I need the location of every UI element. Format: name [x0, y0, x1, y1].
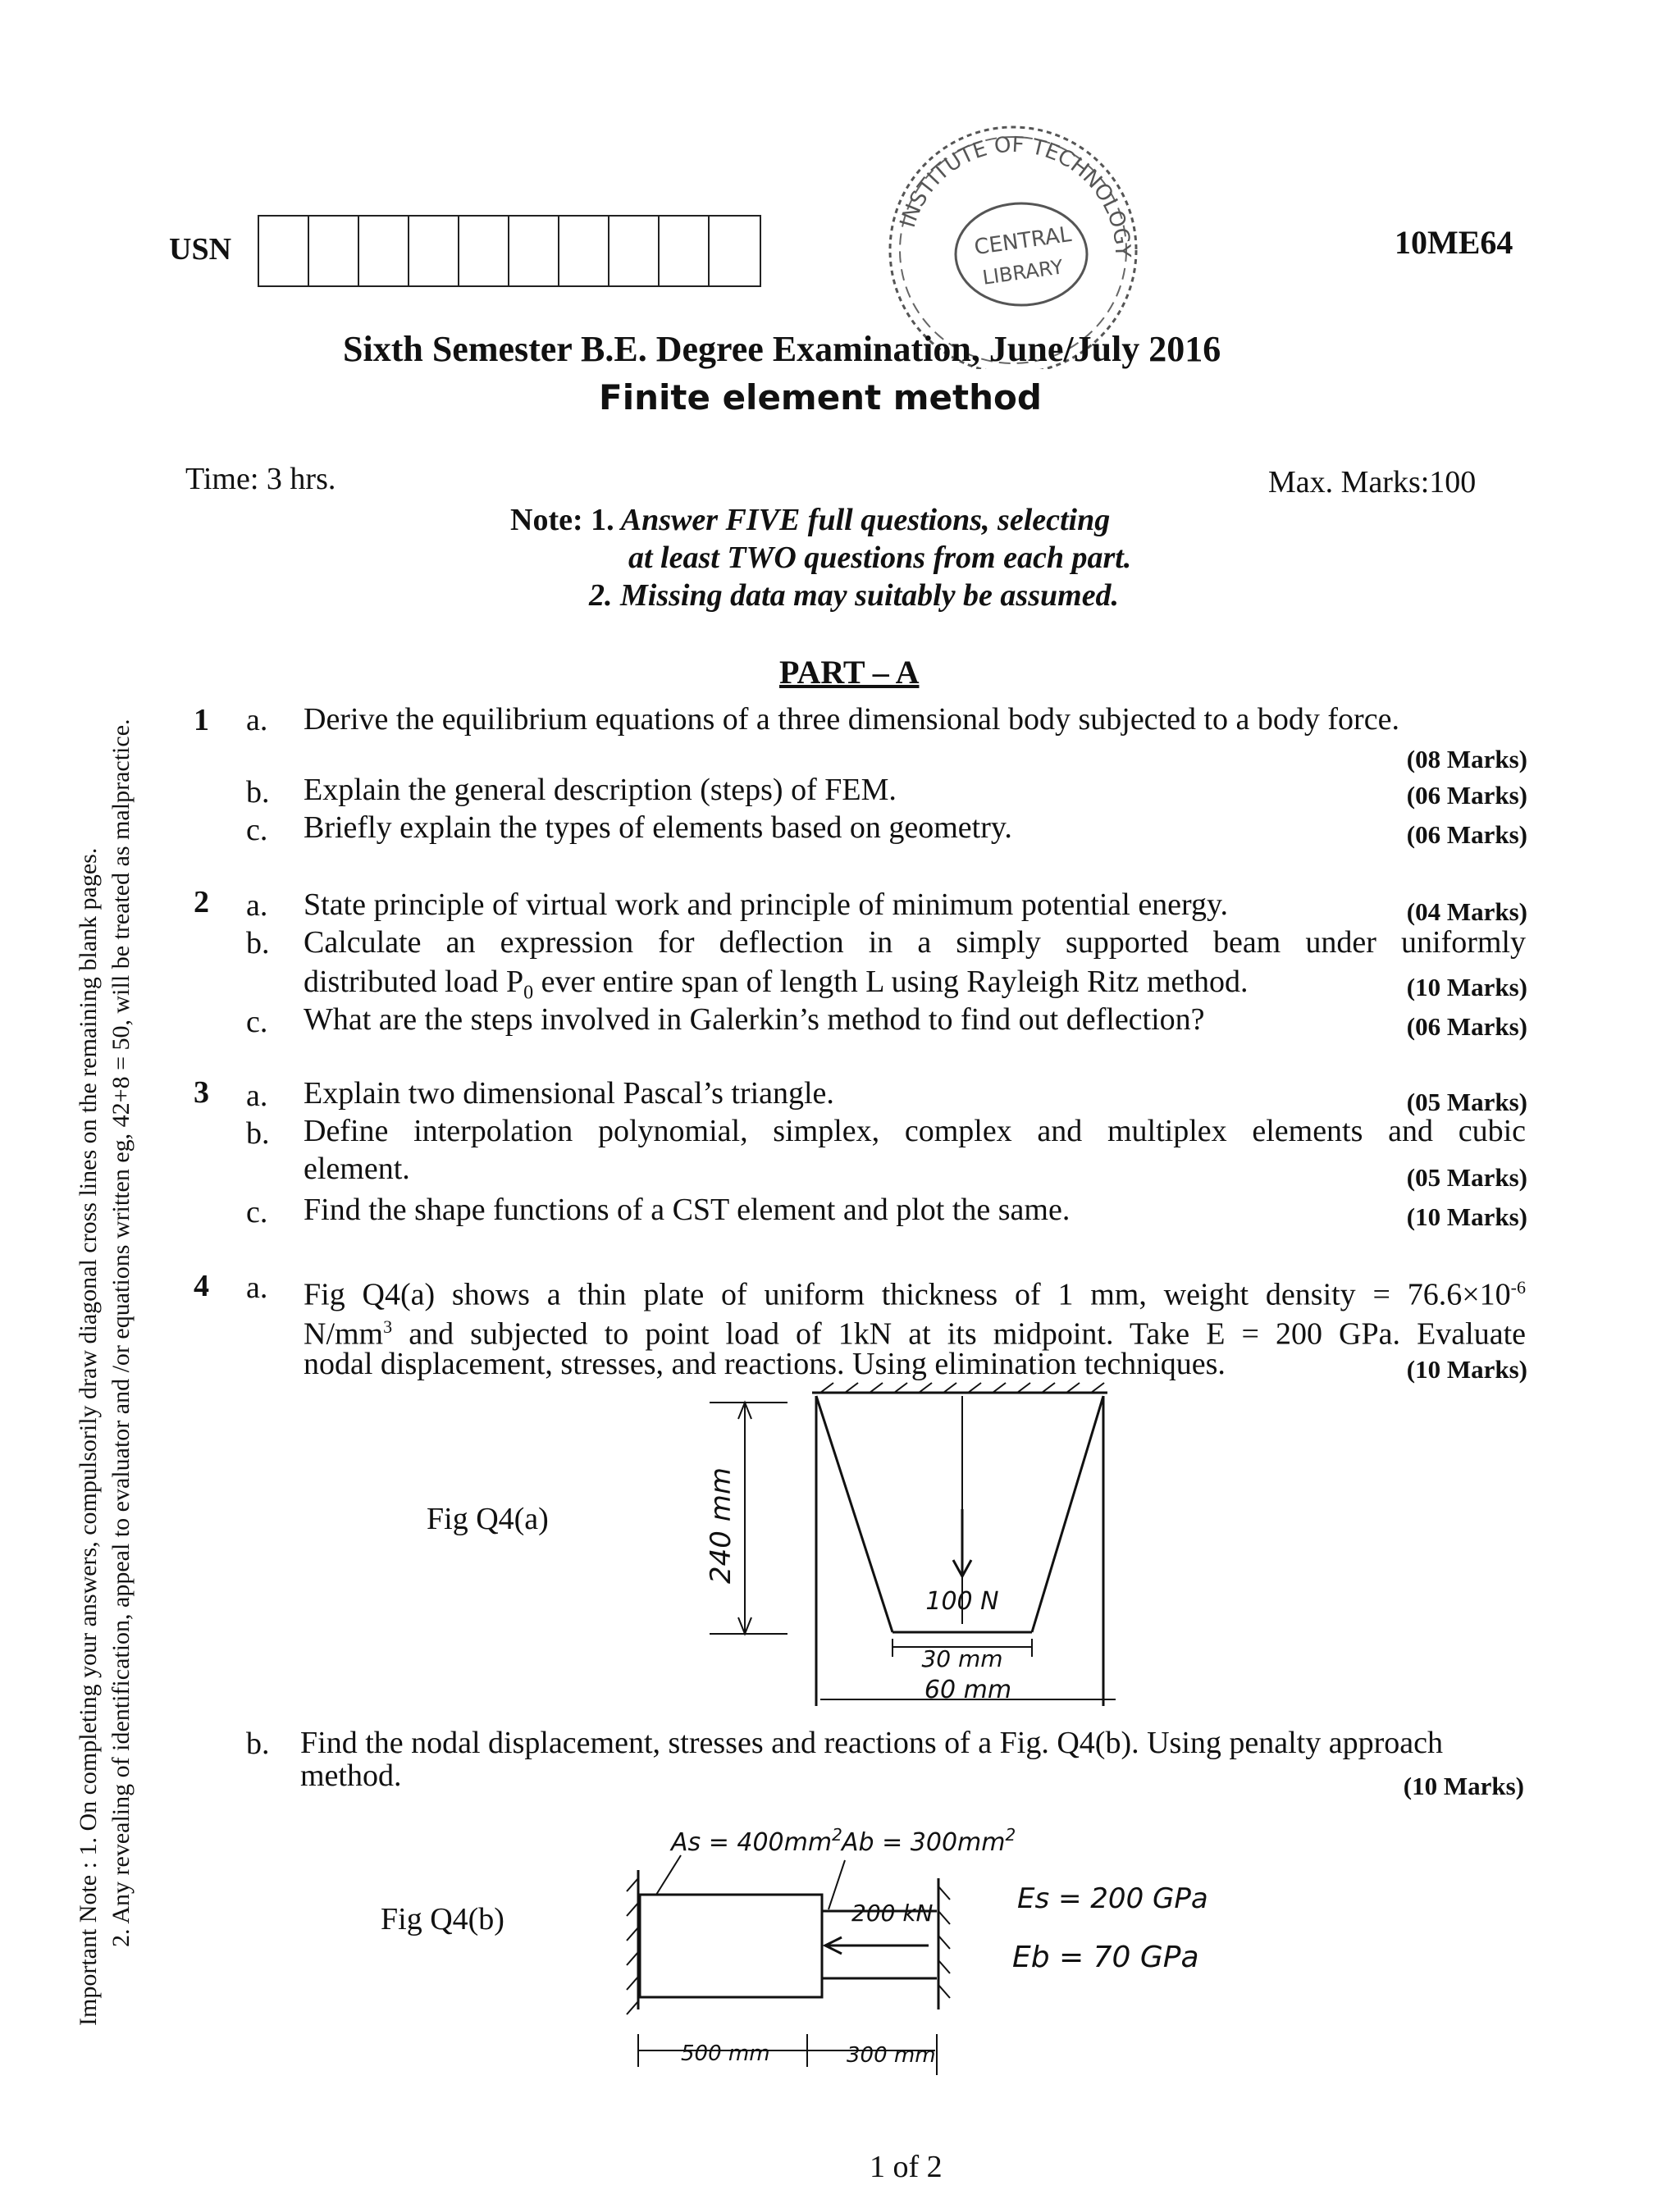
q4a-sup1: -6 [1510, 1277, 1526, 1298]
q2b-text2b: ever entire span of length L using Rayleigh Ritz method. [533, 965, 1249, 999]
q1c-text: Briefly explain the types of elements based on geometry. [304, 810, 1012, 845]
fig-q4b-eb: Eb = 70 GPa [1012, 1941, 1199, 1974]
q3a-text: Explain two dimensional Pascal’s triangle. [304, 1076, 834, 1111]
q2a-text: State principle of virtual work and principle of minimum potential energy. [304, 887, 1229, 922]
q2c-marks: (06 Marks) [1406, 1012, 1527, 1041]
usn-cell[interactable] [660, 217, 710, 285]
page-number: 1 of 2 [870, 2150, 943, 2184]
q4a-text1a: Fig Q4(a) shows a thin plate of uniform thickness of 1 mm, weight density = 76.6×10 [304, 1277, 1511, 1312]
q1c-marks: (06 Marks) [1406, 820, 1527, 849]
note-line1 [510, 502, 1110, 538]
fig-q4b-es: Es = 200 GPa [1017, 1882, 1208, 1915]
q2b-sub: 0 [523, 982, 534, 1004]
q1a-marks: (08 Marks) [1406, 745, 1527, 773]
fig-q4a-top: 60 mm [924, 1676, 1012, 1704]
subject-title: Finite element method [599, 377, 1042, 417]
q2c-label: c. [246, 1005, 268, 1039]
q4b-text1: Find the nodal displacement, stresses and reactions of a Fig. Q4(b). Using penalty approach [300, 1726, 1443, 1760]
fig-q4b-l2: 300 mm [847, 2043, 936, 2068]
note-line3: 2. Missing data may suitably be assumed. [589, 578, 1120, 613]
note-text1: Answer FIVE full questions, selecting [620, 503, 1111, 537]
q4a-label: a. [246, 1270, 268, 1305]
usn-cell[interactable] [259, 217, 309, 285]
q2b-label: b. [246, 926, 270, 960]
fig-q4b [607, 1813, 1230, 2100]
q3-number: 3 [194, 1075, 209, 1110]
usn-box[interactable] [258, 215, 761, 287]
q2c-text: What are the steps involved in Galerkin’s method to find out deflection? [304, 1002, 1205, 1037]
q4a-text2b: and subjected to point load of 1kN at its midpoint. Take E = 200 GPa. Evaluate [392, 1316, 1526, 1352]
q3a-label: a. [246, 1079, 268, 1113]
q3c-label: c. [246, 1195, 268, 1229]
part-heading: PART – A [779, 654, 920, 691]
side-note [72, 385, 138, 2026]
usn-cell[interactable] [459, 217, 509, 285]
q2a-marks: (04 Marks) [1406, 897, 1527, 926]
usn-cell[interactable] [710, 217, 760, 285]
q2a-label: a. [246, 888, 268, 923]
q3c-text: Find the shape functions of a CST element and plot the same. [304, 1193, 1071, 1227]
time-label: Time: 3 hrs. [185, 462, 336, 496]
q1a-label: a. [246, 703, 268, 737]
q3b-label: b. [246, 1116, 270, 1151]
q2b-text1: Calculate an expression for deflection in a simply supported beam under uniformly [304, 925, 1526, 960]
usn-label: USN [169, 232, 232, 267]
usn-cell[interactable] [509, 217, 559, 285]
q1c-label: c. [246, 813, 268, 847]
q3c-marks: (10 Marks) [1406, 1202, 1527, 1231]
q4a-text3: nodal displacement, stresses, and reactions. Using elimination techniques. [304, 1347, 1226, 1381]
usn-cell[interactable] [559, 217, 609, 285]
q1b-marks: (06 Marks) [1406, 781, 1527, 810]
q4a-sup2: 3 [383, 1316, 393, 1337]
fig-q4b-l1: 500 mm [681, 2041, 770, 2066]
stamp-center2: LIBRARY [980, 255, 1065, 290]
side-note-line2: 2. Any revealing of identification, appeal to evaluator and /or equations written eg, 42+8 = 50, will be treated as malpractice. [107, 718, 135, 1947]
q4b-marks: (10 Marks) [1403, 1772, 1524, 1800]
q4b-text2: method. [300, 1758, 402, 1793]
fig-q4b-load: 200 kN [851, 1900, 934, 1927]
stamp-arc-text: INSTITUTE OF TECHNOLOGY [895, 132, 1135, 258]
fig-q4b-as-text: As = 400mm [671, 1828, 833, 1857]
q2-number: 2 [194, 885, 209, 919]
note-prefix: Note: 1. [510, 503, 614, 537]
stamp-center1: CENTRAL [972, 221, 1073, 261]
q3b-marks: (05 Marks) [1406, 1163, 1527, 1192]
q3b-text1: Define interpolation polynomial, simplex, complex and multiplex elements and cubic [304, 1114, 1526, 1148]
fig-q4a-load: 100 N [925, 1587, 999, 1616]
fig-q4b-ab-exp: 2 [1005, 1825, 1016, 1845]
note-line2: at least TWO questions from each part. [628, 541, 1132, 575]
q4-number: 4 [194, 1269, 209, 1303]
fig-q4a-bottom: 30 mm [921, 1645, 1003, 1672]
q4a-text2a: N/mm [304, 1316, 384, 1352]
q1a-text: Derive the equilibrium equations of a three dimensional body subjected to a body force. [304, 702, 1399, 737]
fig-q4b-as-exp: 2 [832, 1825, 842, 1845]
q1-number: 1 [194, 703, 209, 737]
exam-title: Sixth Semester B.E. Degree Examination, June/July 2016 [343, 329, 1221, 369]
q1b-label: b. [246, 775, 270, 810]
q4b-label: b. [246, 1727, 270, 1761]
usn-cell[interactable] [359, 217, 409, 285]
q2b-marks: (10 Marks) [1406, 973, 1527, 1001]
fig-q4a-label: Fig Q4(a) [427, 1502, 549, 1536]
fig-q4b-label: Fig Q4(b) [381, 1902, 504, 1936]
usn-cell[interactable] [409, 217, 459, 285]
course-code: 10ME64 [1395, 224, 1513, 261]
side-note-line1: Important Note : 1. On completing your answers, compulsorily draw diagonal cross lines on the remaining blank pages. [75, 847, 102, 2026]
q3b-text2: element. [304, 1152, 410, 1186]
q2b-text2a: distributed load P [304, 965, 524, 999]
fig-q4a-height: 240 mm [705, 1467, 737, 1584]
q1b-text: Explain the general description (steps) of FEM. [304, 773, 897, 807]
usn-cell[interactable] [609, 217, 660, 285]
max-marks: Max. Marks:100 [1268, 465, 1477, 499]
q4a-marks: (10 Marks) [1406, 1355, 1527, 1384]
fig-q4b-ab-text: Ab = 300mm [842, 1828, 1006, 1857]
usn-cell[interactable] [309, 217, 359, 285]
fig-q4a [689, 1378, 1132, 1714]
q3a-marks: (05 Marks) [1406, 1088, 1527, 1116]
fig-q4b-as [669, 1825, 842, 1857]
fig-q4b-ab [840, 1825, 1016, 1857]
